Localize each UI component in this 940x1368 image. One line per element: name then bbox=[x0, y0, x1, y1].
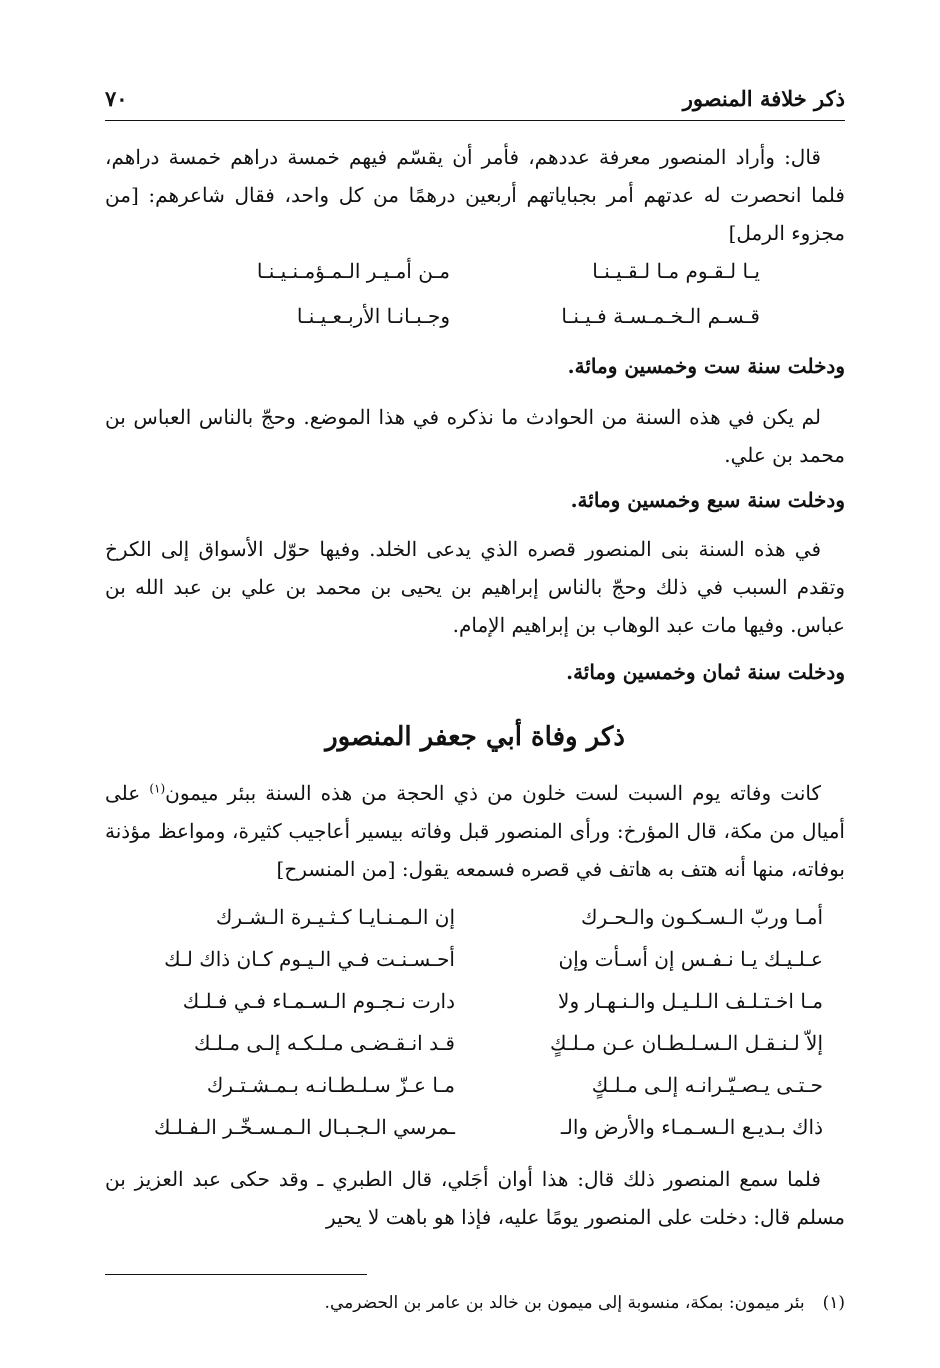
paragraph-text-part: كانت وفاته يوم السبت لست خلون من ذي الحجة من هذه السنة ببئر ميمون bbox=[165, 781, 821, 805]
verse-second-hemistich: دارت نـجـوم الـسـمـاء فـي فـلـك bbox=[182, 989, 455, 1013]
verse-second-hemistich: قـد انـقـضـى مـلـكـه إلـى مـلـك bbox=[194, 1031, 455, 1055]
verse-first-hemistich: عـلـيـك يـا نـفـس إن أسـأت وإن bbox=[558, 947, 823, 971]
paragraph-text: فلما سمع المنصور ذلك قال: هذا أوان أجَلي، قال الطبري ـ وقد حكى عبد العزيز بن مسلم قال: دخلت على المنصور يومًا عليه، فإذا هو باهت لا يحير bbox=[105, 1167, 845, 1229]
paragraph-text: لم يكن في هذه السنة من الحوادث ما نذكره في هذا الموضع. وحجّ بالناس العباس بن محمد بن علي. bbox=[105, 405, 845, 467]
footnote-number: (١) bbox=[822, 1293, 845, 1313]
paragraph-soldiers-pay bbox=[105, 138, 845, 252]
year-heading-158: ودخلت سنة ثمان وخمسين ومائة. bbox=[566, 660, 845, 684]
verse-first-hemistich: حـتـى يـصـيّـرانـه إلـى مـلـكٍ bbox=[591, 1073, 823, 1097]
paragraph-year-156 bbox=[105, 398, 845, 474]
poem1-verse bbox=[105, 297, 845, 335]
verse-first-hemistich: قـسـم الـخـمـسـة فـيـنـا bbox=[561, 304, 760, 328]
verse-first-hemistich: أمـا وربّ الـسـكـون والـحـرك bbox=[580, 905, 823, 929]
paragraph-text-part: على أميال من مكة، قال المؤرخ: ورأى المنصور قبل وفاته بيسير أعاجيب كثيرة، ومواعظ مؤذنة بوفاته، منها أنه هتف به هاتف في قصره فسمعه يقول: [من المنسرح] bbox=[105, 781, 845, 881]
year-heading-156: ودخلت سنة ست وخمسين ومائة. bbox=[567, 354, 845, 378]
verse-second-hemistich: أحـسـنـت فـي الـيـوم كـان ذاك لـك bbox=[164, 947, 455, 971]
poem2-verse bbox=[105, 940, 845, 978]
year-heading-157: ودخلت سنة سبع وخمسين ومائة. bbox=[570, 488, 845, 512]
paragraph-tabari bbox=[105, 1160, 845, 1236]
verse-second-hemistich: وجـبـانـا الأربـعـيـنـا bbox=[296, 304, 450, 328]
running-header bbox=[105, 86, 845, 121]
paragraph-year-157 bbox=[105, 530, 845, 644]
verse-first-hemistich: يـا لـقـوم مـا لـقـيـنـا bbox=[592, 259, 760, 283]
verse-first-hemistich: مـا اخـتـلـف الـلـيـل والـنـهـار ولا bbox=[558, 989, 823, 1013]
running-title: ذكر خلافة المنصور bbox=[682, 86, 845, 111]
verse-second-hemistich: إن الـمـنـايـا كـثـيـرة الـشـرك bbox=[215, 905, 455, 929]
section-title: ذكر وفاة أبي جعفر المنصور bbox=[325, 722, 625, 752]
poem2-verse bbox=[105, 898, 845, 936]
poem2-verse bbox=[105, 1024, 845, 1062]
paragraph-death bbox=[105, 774, 845, 888]
footnote-reference: (١) bbox=[149, 781, 166, 796]
footnote-text: بئر ميمون: بمكة، منسوبة إلى ميمون بن خالد بن عامر بن الحضرمي. bbox=[324, 1293, 805, 1313]
page-number: ٧٠ bbox=[105, 86, 128, 111]
book-page bbox=[105, 0, 845, 1368]
paragraph-text bbox=[105, 774, 845, 888]
verse-first-hemistich: إلاّ لـنـقـل الـسـلـطـان عـن مـلـكٍ bbox=[549, 1031, 823, 1055]
verse-second-hemistich: مـا عـزّ سـلـطـانـه بـمـشـتـرك bbox=[206, 1073, 455, 1097]
paragraph-text: قال: وأراد المنصور معرفة عددهم، فأمر أن يقسّم فيهم خمسة دراهم خمسة دراهم، فلما انحصرت له عدتهم أمر بجباياتهم أربعين درهمًا من كل واحد، فقال شاعرهم: [من مجزوء الرمل] bbox=[105, 145, 845, 245]
verse-second-hemistich: مـن أمـيـر الـمـؤمـنـيـنـا bbox=[256, 259, 450, 283]
verse-second-hemistich: ـمرسي الـجـبـال الـمـسـخّـر الـفـلـك bbox=[153, 1115, 455, 1139]
paragraph-text: في هذه السنة بنى المنصور قصره الذي يدعى الخلد. وفيها حوّل الأسواق إلى الكرخ وتقدم السبب في ذلك وحجّ بالناس إبراهيم بن يحيى بن محمد بن علي بن عبد الله بن عباس. وفيها مات عبد الوهاب بن إبراهيم الإمام. bbox=[105, 537, 845, 637]
poem2-verse bbox=[105, 1108, 845, 1146]
poem2-verse bbox=[105, 1066, 845, 1104]
footnote bbox=[105, 1290, 845, 1316]
verse-first-hemistich: ذاك بـديـع الـسـمـاء والأرض والـ bbox=[560, 1115, 823, 1139]
poem1-verse bbox=[105, 252, 845, 290]
poem2-verse bbox=[105, 982, 845, 1020]
footnote-divider bbox=[105, 1274, 367, 1275]
